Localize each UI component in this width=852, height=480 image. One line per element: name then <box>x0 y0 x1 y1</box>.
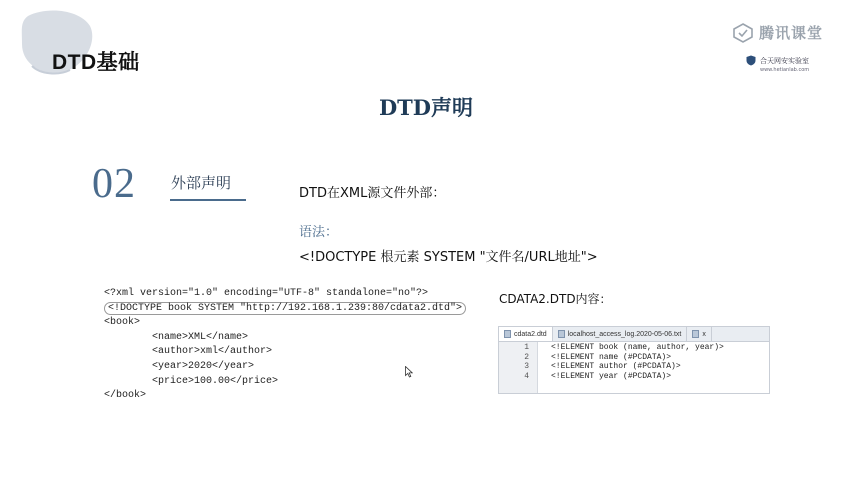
editor-line[interactable] <box>499 372 769 382</box>
line-number: 3 <box>524 362 529 371</box>
tencent-classroom-logo-icon <box>732 23 754 43</box>
hetian-shield-icon <box>746 55 756 66</box>
tab-label: x <box>702 330 706 338</box>
line-text: <!ELEMENT book (name, author, year)> <box>551 343 724 352</box>
editor-tab-bar <box>499 327 769 342</box>
brand-url: www.hetianlab.com <box>760 67 810 73</box>
slide-title: DTD基础 <box>52 51 140 74</box>
dtd-editor-panel <box>498 326 770 394</box>
editor-lines <box>499 343 769 381</box>
section-number: 02 <box>92 161 136 207</box>
code-line: <?xml version="1.0" encoding="UTF-8" standalone="no"?> <box>104 288 429 299</box>
doctype-highlight: <!DOCTYPE book SYSTEM "http://192.168.1.239:80/cdata2.dtd"> <box>104 302 466 315</box>
line-text: <!ELEMENT author (#PCDATA)> <box>551 362 681 371</box>
file-icon <box>504 330 511 338</box>
xml-code-block <box>104 287 466 404</box>
code-line: <year>2020</year> <box>152 360 255 372</box>
line-number: 4 <box>524 371 529 381</box>
file-icon <box>692 330 699 338</box>
line-text: <!ELEMENT name (#PCDATA)> <box>551 352 672 362</box>
code-line: <price>100.00</price> <box>152 375 279 387</box>
section-heading: DTD声明 <box>378 95 474 120</box>
syntax-line: <!DOCTYPE 根元素 SYSTEM "文件名/URL地址"> <box>299 250 598 265</box>
code-line: </book> <box>104 390 147 402</box>
tab-access-log[interactable] <box>553 327 688 341</box>
line-number: 2 <box>524 352 529 362</box>
section-label: 外部声明 <box>171 174 232 192</box>
brand-sub-text: 合天网安实验室 <box>760 56 809 65</box>
tab-cdata2-dtd[interactable] <box>499 327 553 341</box>
line-number: 1 <box>524 343 529 352</box>
tab-label: cdata2.dtd <box>514 330 547 338</box>
line-text: <!ELEMENT year (#PCDATA)> <box>551 371 672 381</box>
tab-label: localhost_access_log.2020-05-06.txt <box>567 330 682 338</box>
editor-line[interactable] <box>499 353 769 363</box>
code-line-doctype <box>104 302 466 317</box>
tab-more[interactable] <box>687 327 712 341</box>
brand-logo-block <box>732 22 836 73</box>
brand-logo-text: 腾讯课堂 <box>759 24 824 42</box>
description-text: DTD在XML源文件外部： <box>299 186 446 201</box>
code-line: <name>XML</name> <box>152 331 249 343</box>
syntax-label: 语法： <box>299 225 339 240</box>
code-line: <author>xml</author> <box>152 346 273 358</box>
file-icon <box>558 330 565 338</box>
dtd-file-label: CDATA2.DTD内容： <box>499 292 612 306</box>
editor-line[interactable] <box>499 343 769 353</box>
code-line: <book> <box>104 317 141 329</box>
section-underline <box>170 199 246 201</box>
mouse-cursor-icon <box>405 366 413 378</box>
editor-line[interactable] <box>499 362 769 372</box>
